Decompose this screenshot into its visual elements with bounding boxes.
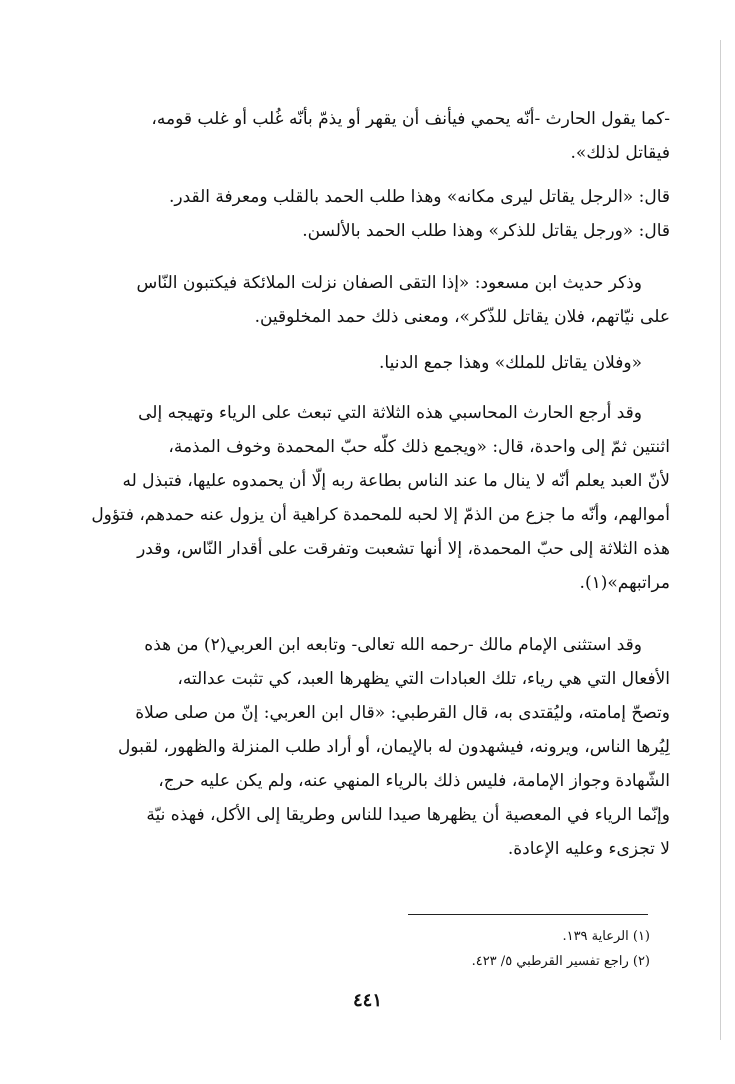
- footnote-1: (١) الرعاية ١٣٩.: [562, 929, 650, 944]
- text-line: قال: «ورجل يقاتل للذكر» وهذا طلب الحمد بالألسن.: [302, 221, 670, 241]
- paragraph-6: [60, 628, 670, 866]
- paragraph-3: [60, 266, 670, 334]
- text-line: لأنّ العبد يعلم أنّه لا ينال ما عند الناس بطاعة ربه إلّا أن يحمدوه عليها، فتبذل له: [122, 471, 670, 491]
- footnote-2: (٢) راجع تفسير القرطبي ٥/ ٤٢٣.: [471, 954, 650, 969]
- paragraph-2: [60, 180, 670, 248]
- text-line: وقد أرجع الحارث المحاسبي هذه الثلاثة التي تبعث على الرياء وتهيجه إلى: [138, 403, 642, 423]
- text-line: لا تجزىء وعليه الإعادة.: [507, 839, 670, 859]
- text-line: أموالهم، وأنّه ما جزع من الذمّ إلا لحبه للمحمدة كراهية أن يزول عنه حمدهم، فتؤول: [91, 505, 670, 525]
- text-line: الشّهادة وجواز الإمامة، فليس ذلك بالرياء المنهي عنه، ولم يكن عليه حرج،: [158, 771, 670, 791]
- text-line: فيقاتل لذلك».: [570, 143, 670, 163]
- page-edge-line: [720, 40, 721, 1040]
- text-line: لِيُرها الناس، ويرونه، فيشهدون له بالإيمان، أو أراد طلب المنزلة والظهور، لقبول: [117, 737, 670, 757]
- page-number: ٤٤١: [352, 990, 382, 1011]
- footnote-separator: [408, 914, 648, 915]
- text-line: اثنتين ثمّ إلى واحدة، قال: «ويجمع ذلك كلّه حبّ المحمدة وخوف المذمة،: [168, 437, 670, 457]
- text-line: -كما يقول الحارث -أنّه يحمي فيأنف أن يقهر أو يذمّ بأنّه غُلب أو غلب قومه،: [151, 109, 670, 129]
- footnotes: [300, 924, 650, 974]
- text-line: وذكر حديث ابن مسعود: «إذا التقى الصفان نزلت الملائكة فيكتبون النّاس: [136, 273, 642, 293]
- text-line: وتصحّ إمامته، وليُقتدى به، قال القرطبي: «قال ابن العربي: إنّ من صلى صلاة: [135, 703, 670, 723]
- text-line: «وفلان يقاتل للملك» وهذا جمع الدنيا.: [379, 353, 642, 373]
- text-line: قال: «الرجل يقاتل ليرى مكانه» وهذا طلب الحمد بالقلب ومعرفة القدر.: [168, 187, 670, 207]
- paragraph-5: [60, 396, 670, 600]
- paragraph-4: [60, 346, 670, 380]
- text-line: على نيّاتهم، فلان يقاتل للذّكر»، ومعنى ذلك حمد المخلوقين.: [254, 307, 670, 327]
- paragraph-1: [60, 102, 670, 170]
- text-line: الأفعال التي هي رياء، تلك العبادات التي يظهرها العبد، كي تثبت عدالته،: [177, 669, 670, 689]
- text-line: هذه الثلاثة إلى حبّ المحمدة، إلا أنها تشعبت وتفرقت على أقدار النّاس، وقدر: [137, 539, 670, 559]
- text-line: وإنّما الرياء في المعصية أن يظهرها صيدا للناس وطريقا إلى الأكل، فهذه نيّة: [146, 805, 670, 825]
- text-line: وقد استثنى الإمام مالك -رحمه الله تعالى- وتابعه ابن العربي(٢) من هذه: [144, 635, 642, 655]
- text-line: مراتبهم»(١).: [579, 573, 670, 593]
